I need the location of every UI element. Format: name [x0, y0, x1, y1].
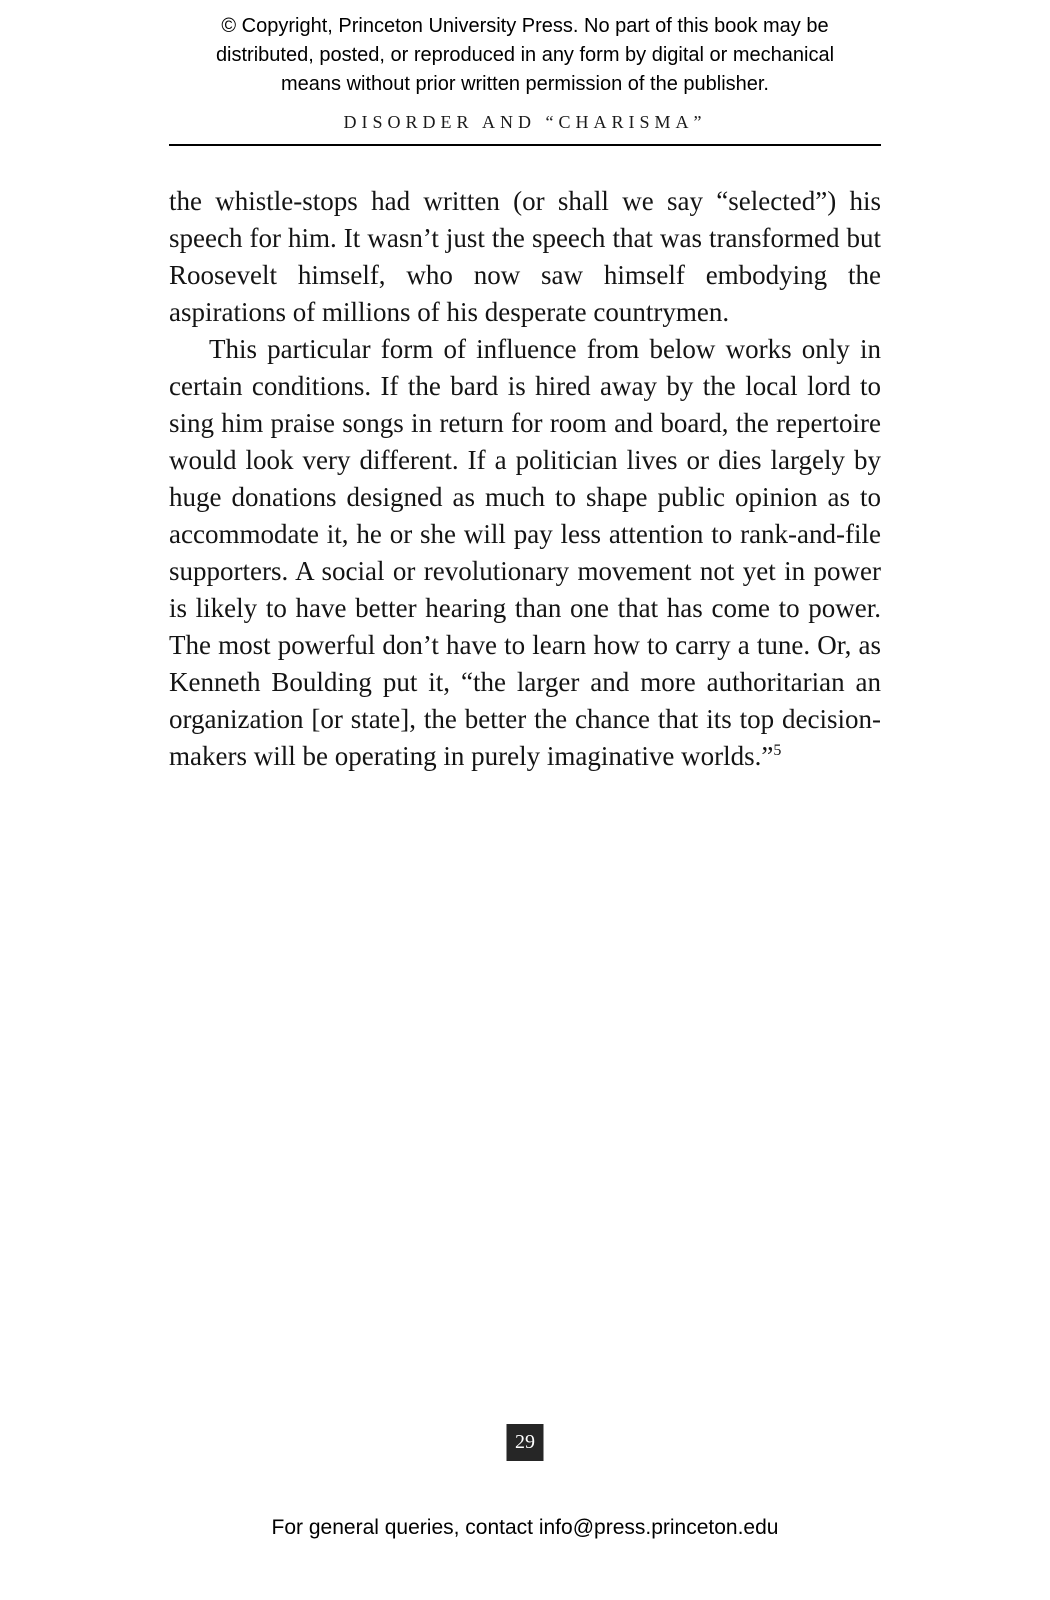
running-head: DISORDER AND “CHARISMA”	[343, 112, 707, 132]
copyright-notice	[0, 12, 1050, 99]
footer-contact: For general queries, contact info@press.princeton.edu	[271, 1516, 779, 1539]
copyright-line-2: distributed, posted, or reproduced in any form by digital or mechanical	[215, 44, 835, 66]
page-number: 29	[515, 1431, 535, 1453]
paragraph-2	[169, 331, 881, 775]
page-number-badge	[507, 1424, 544, 1461]
copyright-line-3: means without prior written permission of the publisher.	[280, 73, 769, 95]
body-text	[169, 183, 881, 775]
paragraph-1: the whistle-stops had written (or shall we say “selected”) his speech for him. It wasn’t just the speech that was transformed but Roosevelt himself, who now saw himself embodying the aspirations of millions of his desperate countrymen.	[169, 186, 881, 327]
paragraph-2-text: This particular form of influence from below works only in certain conditions. If the bard is hired away by the local lord to sing him praise songs in return for room and board, the repertoire would look very different. If a politician lives or dies largely by huge donations designed as much to shape public opinion as to accommodate it, he or she will pay less attention to rank-and-file supporters. A social or revolutionary movement not yet in power is likely to have better hearing than one that has come to power. The most powerful don’t have to learn how to carry a tune. Or, as Kenneth Boulding put it, “the larger and more authoritarian an organization [or state], the better the chance that its top decision-makers will be operating in purely imaginative worlds.”	[169, 334, 881, 771]
footnote-marker: 5	[773, 742, 782, 759]
header-rule	[169, 144, 881, 146]
copyright-line-1: © Copyright, Princeton University Press. No part of this book may be	[221, 15, 829, 37]
